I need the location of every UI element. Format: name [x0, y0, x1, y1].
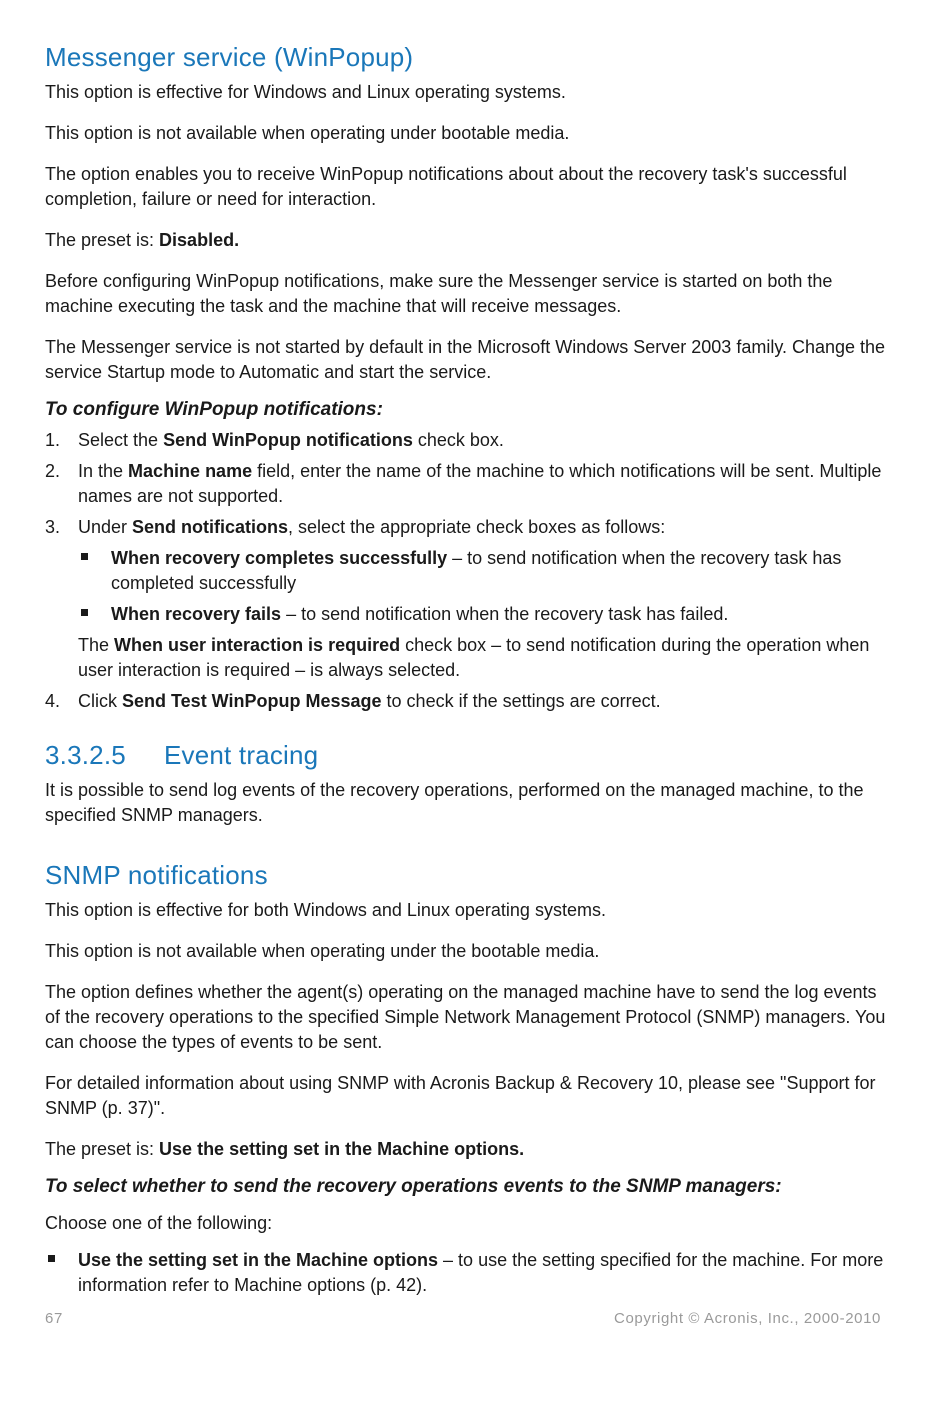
step-note: The When user interaction is required check box – to send notification during the operation when user interaction is required – is always selected.: [78, 635, 870, 680]
list-item: When recovery completes successfully – to send notification when the recovery task has completed successfully: [78, 546, 890, 596]
list-item: 3. Under Send notifications, select the appropriate check boxes as follows: When recovery completes successfully – to send notification when the recovery task has completed successfully When recovery fails – to send notification when the recovery task has failed. The When user interaction is required check box – to send notification during the operation when user interaction is required – is always selected.: [45, 515, 890, 683]
options-list: [45, 1248, 890, 1298]
copyright-notice: Copyright © Acronis, Inc., 2000-2010: [614, 1310, 881, 1327]
section-number: 3.3.2.5: [45, 740, 126, 770]
list-item: 4. Click Send Test WinPopup Message to check if the settings are correct.: [45, 691, 661, 711]
square-bullet-icon: [81, 609, 88, 616]
square-bullet-icon: [81, 553, 88, 560]
paragraph: This option is effective for both Windows and Linux operating systems.: [45, 900, 606, 920]
procedure-title: To select whether to send the recovery operations events to the SNMP managers:: [45, 1176, 782, 1197]
list-item: When recovery fails – to send notification when the recovery task has failed.: [78, 602, 890, 627]
section-heading-snmp-notifications: SNMP notifications: [45, 860, 268, 890]
sub-bullet-list: [78, 546, 890, 627]
square-bullet-icon: [48, 1255, 55, 1262]
paragraph: The Messenger service is not started by default in the Microsoft Windows Server 2003 family. Change the service Startup mode to Automatic and start the service.: [45, 337, 886, 382]
paragraph: The option enables you to receive WinPopup notifications about about the recovery task's successful completion, failure or need for interaction.: [45, 164, 847, 209]
list-item: 2. In the Machine name field, enter the name of the machine to which notifications will be sent. Multiple names are not supported.: [45, 461, 882, 506]
page-number: 67: [45, 1310, 63, 1327]
preset-line: The preset is: Use the setting set in the Machine options.: [45, 1139, 525, 1159]
document-page: [45, 40, 890, 1304]
preset-value: Disabled.: [159, 230, 240, 250]
paragraph: The option defines whether the agent(s) operating on the managed machine have to send the log events of the recovery operations to the specified Simple Network Management Protocol (SNMP) managers. You can choose the types of events to be sent.: [45, 982, 886, 1052]
list-item: 1. Select the Send WinPopup notifications check box.: [45, 430, 504, 450]
paragraph: This option is not available when operating under bootable media.: [45, 123, 570, 143]
paragraph: This option is not available when operating under the bootable media.: [45, 941, 600, 961]
preset-line: The preset is: Disabled.: [45, 230, 240, 250]
list-item: Use the setting set in the Machine options – to use the setting specified for the machine. For more information refer to Machine options (p. 42).: [45, 1248, 890, 1298]
paragraph: For detailed information about using SNMP with Acronis Backup & Recovery 10, please see "Support for SNMP (p. 37)".: [45, 1073, 876, 1118]
procedure-title: To configure WinPopup notifications:: [45, 399, 383, 420]
section-heading-event-tracing: [45, 738, 890, 772]
section-title: Event tracing: [164, 740, 319, 770]
paragraph: It is possible to send log events of the recovery operations, performed on the managed machine, to the specified SNMP managers.: [45, 780, 864, 825]
steps-list: [45, 428, 890, 714]
page-footer: [45, 1310, 881, 1327]
paragraph: Choose one of the following:: [45, 1213, 273, 1233]
section-heading-messenger-service: Messenger service (WinPopup): [45, 42, 414, 72]
preset-value: Use the setting set in the Machine options.: [159, 1139, 525, 1159]
paragraph: This option is effective for Windows and Linux operating systems.: [45, 82, 566, 102]
paragraph: Before configuring WinPopup notifications, make sure the Messenger service is started on both the machine executing the task and the machine that will receive messages.: [45, 271, 833, 316]
